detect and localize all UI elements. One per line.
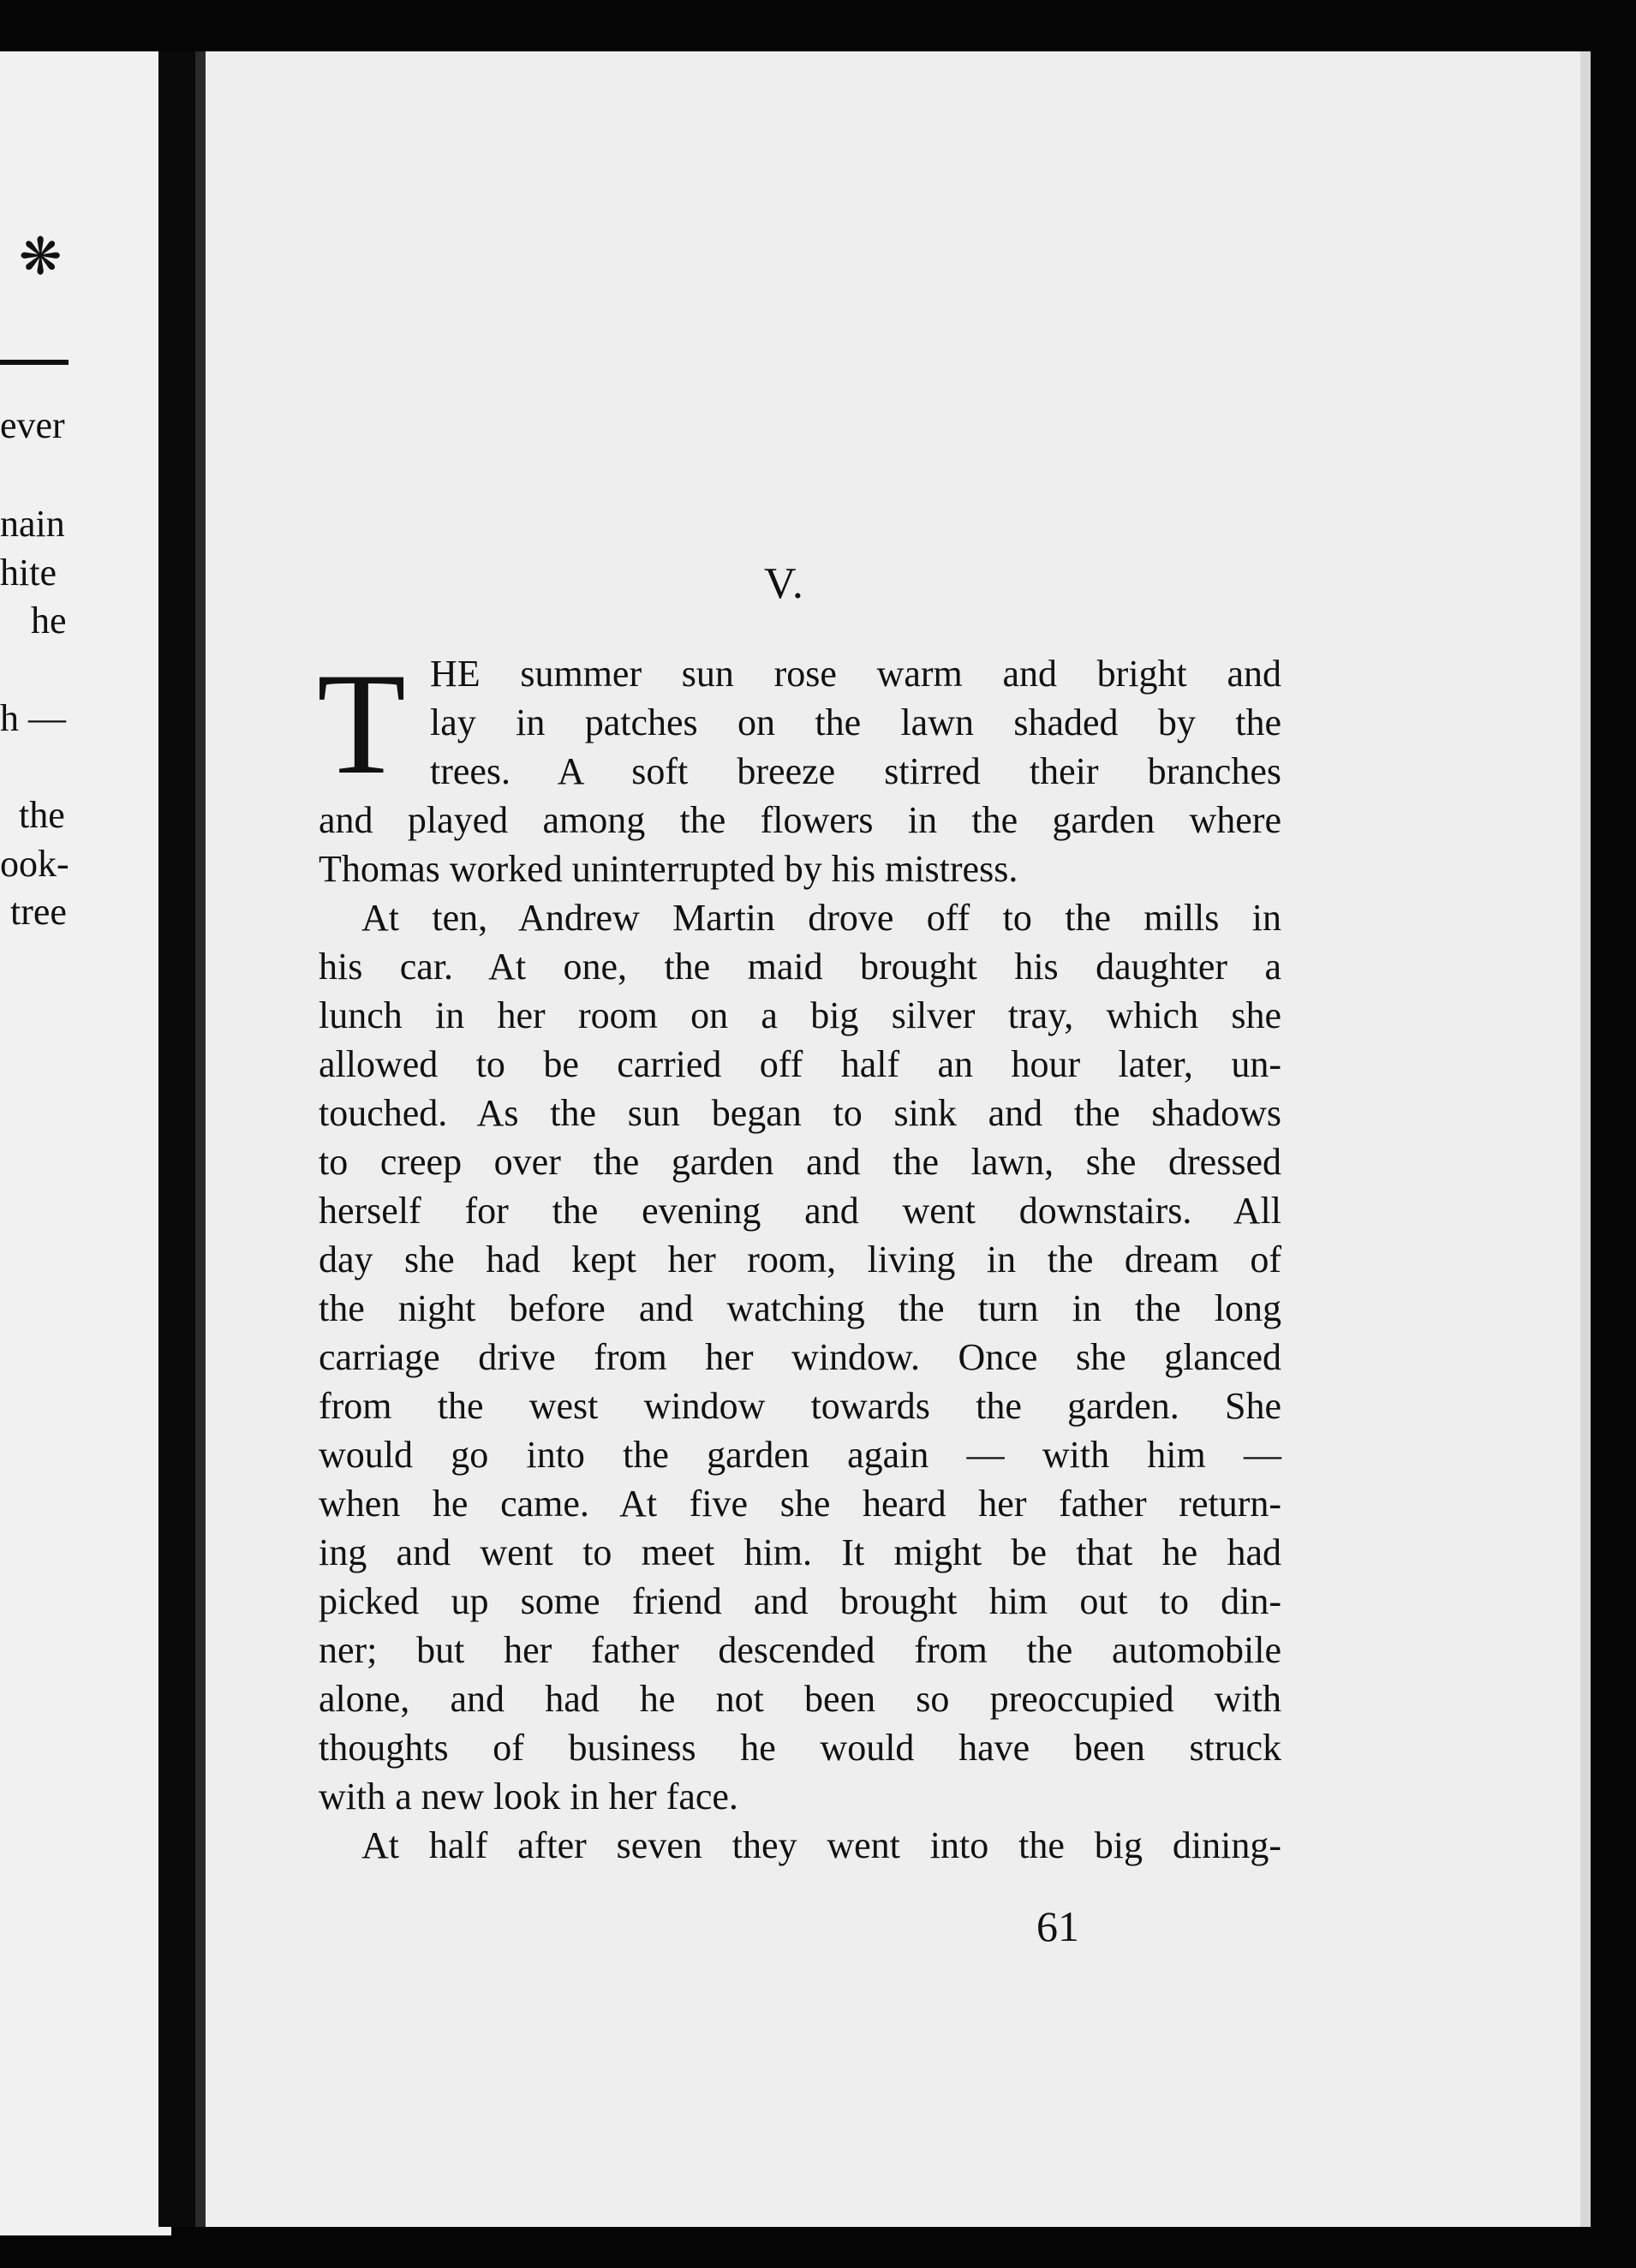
left-fragment: h —	[0, 697, 66, 739]
text-line: touched. As the sun began to sink and the shadows	[319, 1092, 1281, 1134]
left-fragment: tree	[10, 891, 67, 933]
divider	[0, 360, 69, 365]
left-fragment: ever	[0, 404, 65, 446]
text-line: to creep over the garden and the lawn, she dressed	[319, 1141, 1281, 1183]
text-line: the night before and watching the turn in the long	[319, 1287, 1281, 1329]
text-line: would go into the garden again — with him —	[319, 1434, 1281, 1476]
text-line: allowed to be carried off half an hour later, un-	[319, 1043, 1281, 1085]
drop-cap: T	[317, 643, 406, 804]
text-line: his car. At one, the maid brought his daughter a	[319, 946, 1281, 988]
text-line: trees. A soft breeze stirred their branches	[430, 750, 1281, 792]
text-line: with a new look in her face.	[319, 1776, 738, 1817]
text-line: and played among the flowers in the garden where	[319, 799, 1281, 841]
left-fragment: he	[31, 600, 67, 642]
right-page	[206, 51, 1580, 2227]
text-line: At half after seven they went into the big dining-	[361, 1824, 1281, 1866]
text-line: thoughts of business he would have been struck	[319, 1727, 1281, 1769]
text-line: day she had kept her room, living in the dream of	[319, 1238, 1281, 1280]
left-fragment: nain	[0, 503, 65, 545]
text-line: when he came. At five she heard her father return-	[319, 1483, 1281, 1525]
text-line: At ten, Andrew Martin drove off to the mills in	[361, 897, 1281, 939]
text-line: picked up some friend and brought him out to din-	[319, 1580, 1281, 1622]
chapter-heading: V.	[764, 559, 805, 608]
left-fragment: hite	[0, 552, 57, 594]
ornament-icon: ❋	[19, 229, 63, 285]
text-line: lay in patches on the lawn shaded by the	[430, 701, 1281, 743]
text-line: Thomas worked uninterrupted by his mistress.	[319, 848, 1018, 890]
page-number: 61	[1036, 1902, 1079, 1950]
text-line: ing and went to meet him. It might be that he had	[319, 1531, 1281, 1573]
left-fragment: the	[19, 794, 65, 836]
page-edge	[1580, 51, 1591, 2227]
text-line: ner; but her father descended from the automobile	[319, 1629, 1281, 1671]
text-line: carriage drive from her window. Once she glanced	[319, 1336, 1281, 1378]
text-line: alone, and had he not been so preoccupied with	[319, 1678, 1281, 1720]
text-line: from the west window towards the garden. She	[319, 1385, 1281, 1427]
text-line: herself for the evening and went downstairs. All	[319, 1190, 1281, 1232]
left-fragment: ook-	[0, 843, 69, 885]
left-page	[0, 51, 171, 2235]
text-line: lunch in her room on a big silver tray, which she	[319, 994, 1281, 1036]
text-line: HE summer sun rose warm and bright and	[430, 653, 1281, 695]
